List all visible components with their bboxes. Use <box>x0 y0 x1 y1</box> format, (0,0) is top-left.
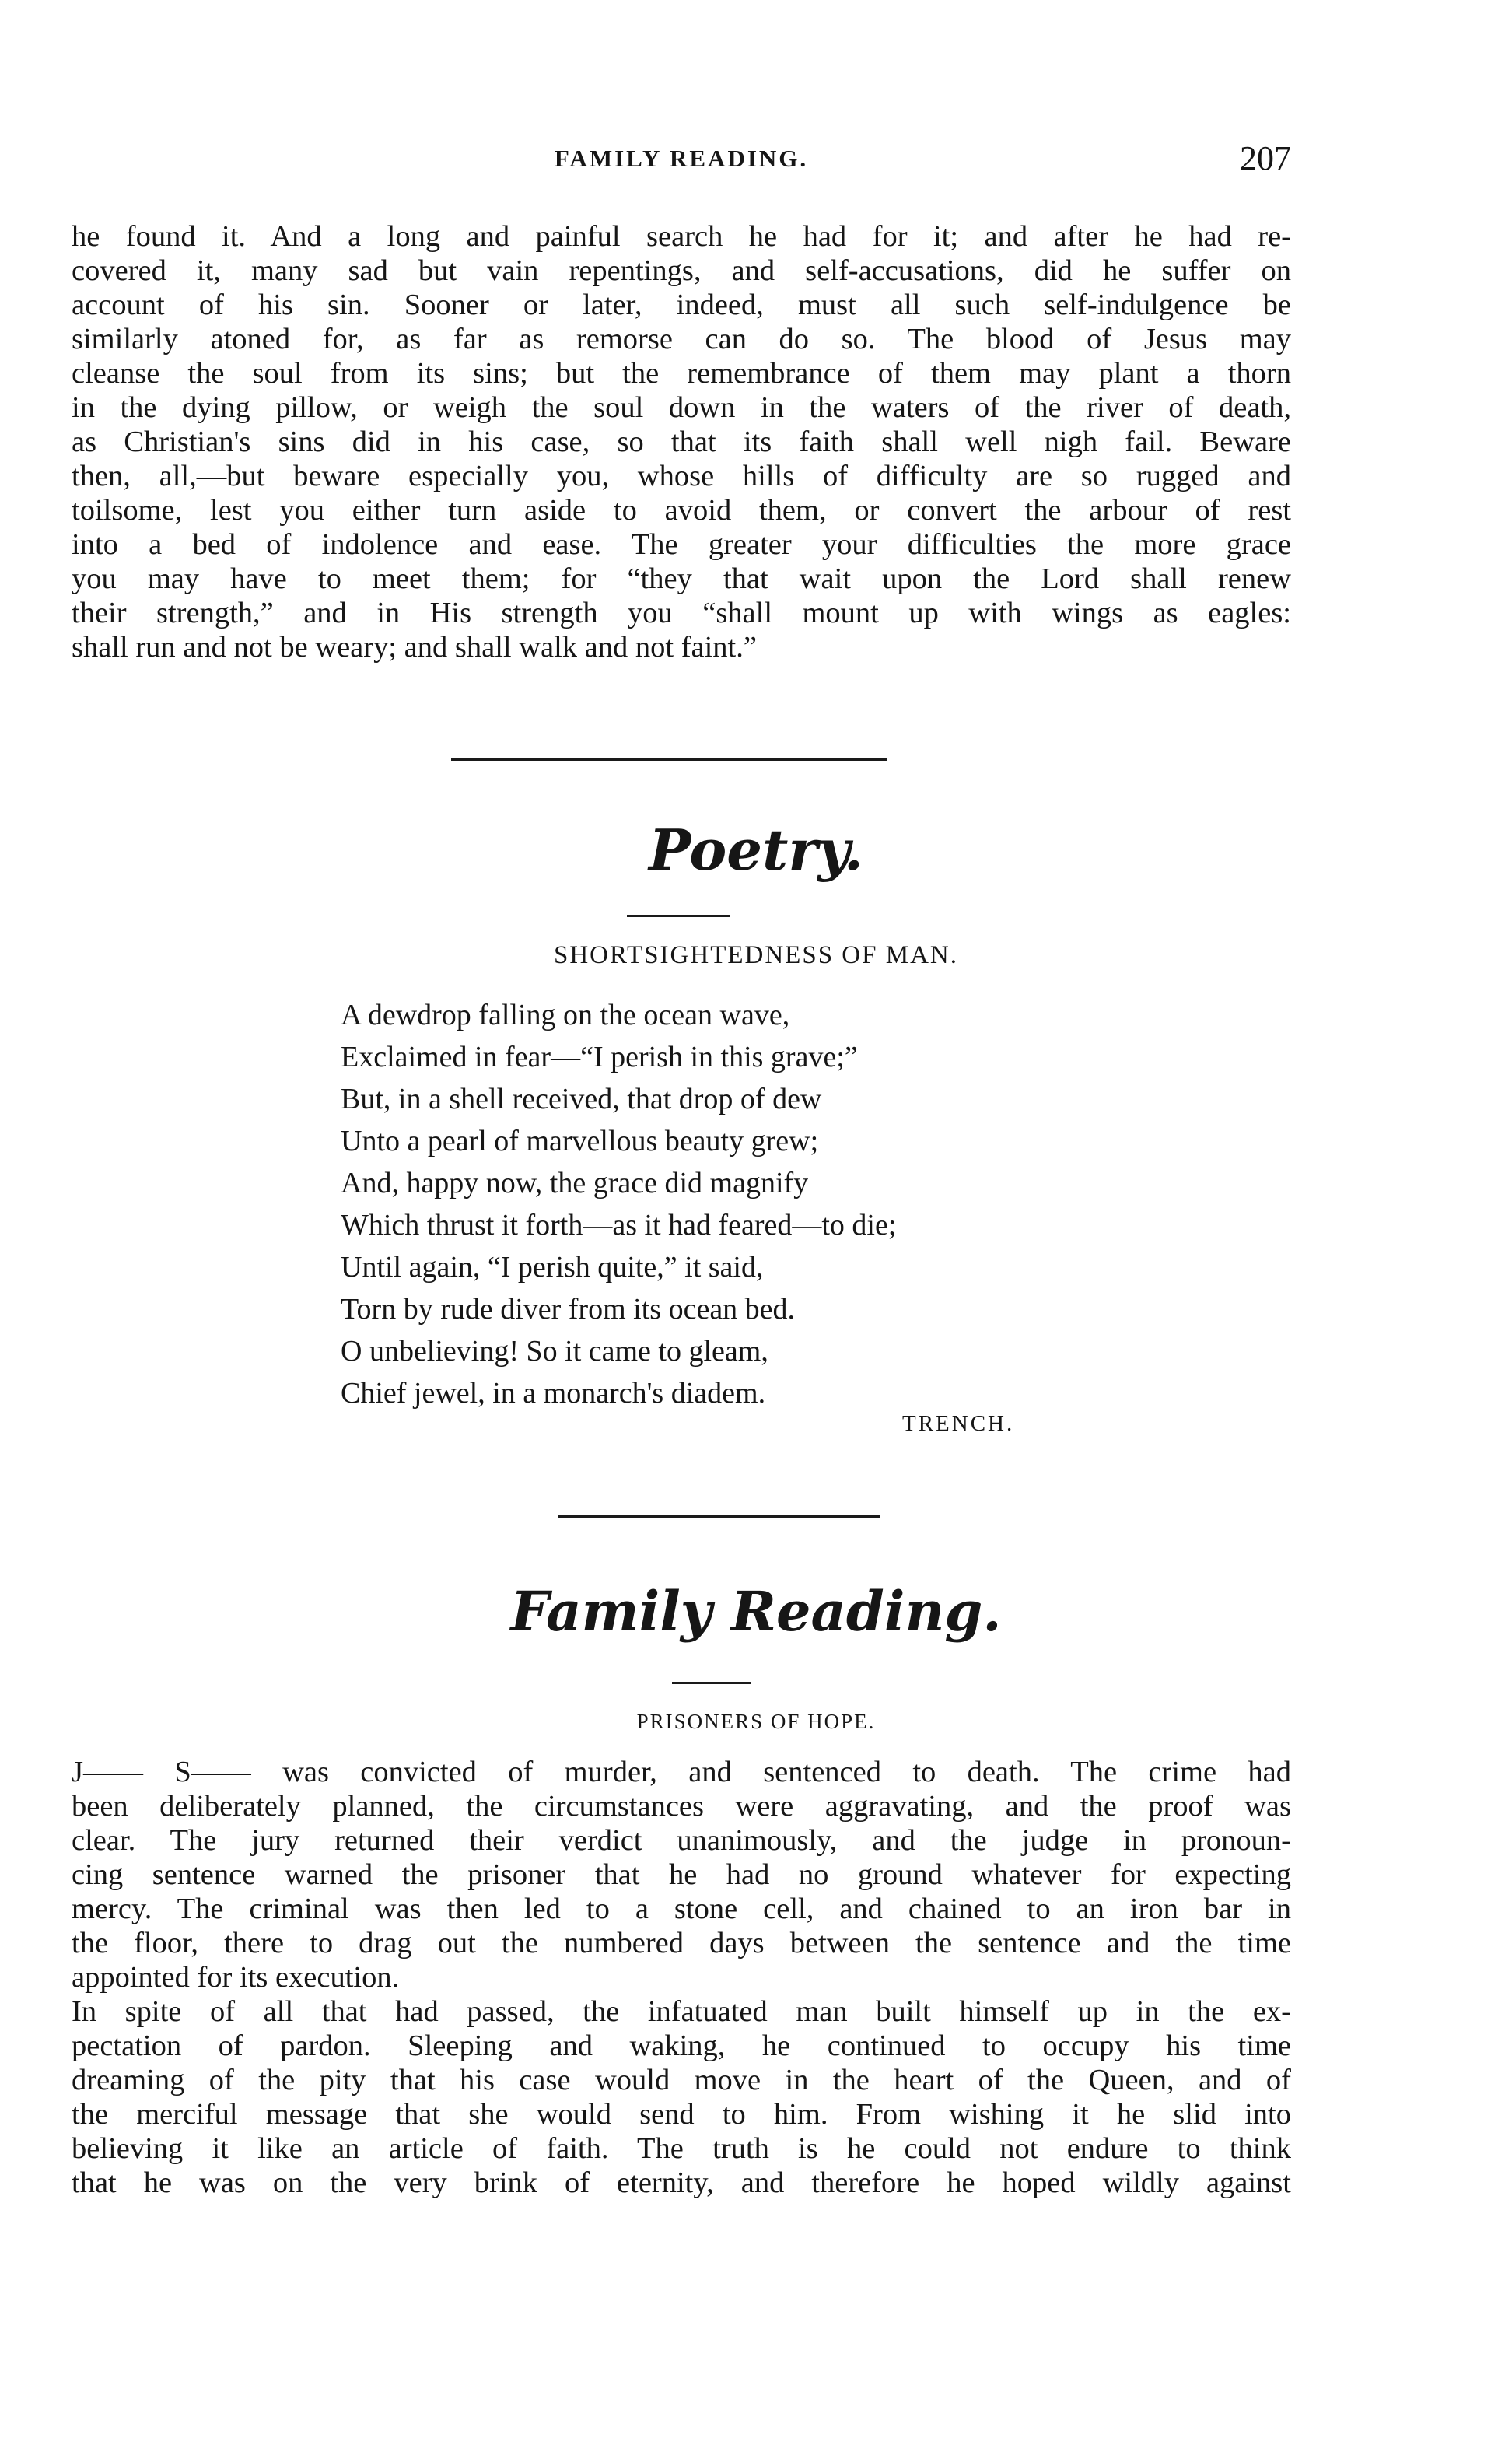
poetry-heading: Poetry. <box>649 817 863 883</box>
text-line: similarly atoned for, as far as remorse can do so. The blood of Jesus may <box>72 323 1291 355</box>
text-line: been deliberately planned, the circumstances were aggravating, and the proof was <box>72 1790 1291 1823</box>
poem-line: A dewdrop falling on the ocean wave, <box>341 999 790 1031</box>
poem-line: Chief jewel, in a monarch's diadem. <box>341 1377 766 1410</box>
poem-line: O unbelieving! So it came to gleam, <box>341 1335 768 1368</box>
text-line: as Christian's sins did in his case, so that its faith shall well nigh fail. Beware <box>72 426 1291 458</box>
text-line: shall run and not be weary; and shall walk and not faint.” <box>72 631 757 664</box>
article-title: PRISONERS OF HOPE. <box>636 1710 876 1733</box>
heading-underline-rule <box>672 1682 751 1684</box>
text-line: believing it like an article of faith. The truth is he could not endure to think <box>72 2132 1291 2165</box>
poem-line: Exclaimed in fear—“I perish in this grave;” <box>341 1041 858 1073</box>
family-reading-heading: Family Reading. <box>510 1579 1002 1644</box>
article-body <box>72 1755 1291 2200</box>
text-line: cing sentence warned the prisoner that he had no ground whatever for expecting <box>72 1858 1291 1891</box>
poem-line: Torn by rude diver from its ocean bed. <box>341 1293 796 1326</box>
poem-line: Which thrust it forth—as it had feared—to die; <box>341 1209 897 1242</box>
text-line: their strength,” and in His strength you “shall mount up with wings as eagles: <box>72 597 1291 629</box>
text-line: In spite of all that had passed, the infatuated man built himself up in the ex- <box>72 1995 1291 2028</box>
text-line: pectation of pardon. Sleeping and waking, he continued to occupy his time <box>72 2029 1291 2062</box>
text-line: account of his sin. Sooner or later, indeed, must all such self-indulgence be <box>72 289 1291 321</box>
continuation-paragraph <box>72 219 1291 664</box>
running-head-title: FAMILY READING. <box>554 145 809 172</box>
poem-author: TRENCH. <box>902 1411 1015 1436</box>
poem-title: SHORTSIGHTEDNESS OF MAN. <box>554 941 958 969</box>
text-line: cleanse the soul from its sins; but the remembrance of them may plant a thorn <box>72 357 1291 390</box>
poem-line: Until again, “I perish quite,” it said, <box>341 1251 764 1284</box>
text-line: dreaming of the pity that his case would move in the heart of the Queen, and of <box>72 2064 1291 2096</box>
text-line: the merciful message that she would send to him. From wishing it he slid into <box>72 2098 1291 2131</box>
text-line: clear. The jury returned their verdict unanimously, and the judge in pronoun- <box>72 1824 1291 1857</box>
text-line: he found it. And a long and painful search he had for it; and after he had re- <box>72 220 1291 253</box>
page-number: 207 <box>1240 139 1291 177</box>
text-line: in the dying pillow, or weigh the soul down in the waters of the river of death, <box>72 391 1291 424</box>
text-line: J—— S—— was convicted of murder, and sentenced to death. The crime had <box>72 1756 1291 1788</box>
text-line: toilsome, lest you either turn aside to avoid them, or convert the arbour of rest <box>72 494 1291 527</box>
text-line: then, all,—but beware especially you, whose hills of difficulty are so rugged and <box>72 460 1291 492</box>
poem-line: Unto a pearl of marvellous beauty grew; <box>341 1125 819 1157</box>
poem-line: But, in a shell received, that drop of dew <box>341 1083 822 1115</box>
text-line: covered it, many sad but vain repentings, and self-accusations, did he suffer on <box>72 254 1291 287</box>
heading-underline-rule <box>627 915 730 917</box>
poem-body <box>341 994 1041 1414</box>
section-divider-rule <box>558 1515 880 1518</box>
text-line: the floor, there to drag out the numbered days between the sentence and the time <box>72 1927 1291 1959</box>
section-divider-rule <box>451 758 887 761</box>
text-line: you may have to meet them; for “they that wait upon the Lord shall renew <box>72 562 1291 595</box>
running-head <box>72 138 1291 185</box>
text-line: into a bed of indolence and ease. The greater your difficulties the more grace <box>72 528 1291 561</box>
text-line: appointed for its execution. <box>72 1961 400 1994</box>
text-line: mercy. The criminal was then led to a stone cell, and chained to an iron bar in <box>72 1893 1291 1925</box>
poem-line: And, happy now, the grace did magnify <box>341 1167 809 1199</box>
text-line: that he was on the very brink of eternity, and therefore he hoped wildly against <box>72 2166 1291 2199</box>
